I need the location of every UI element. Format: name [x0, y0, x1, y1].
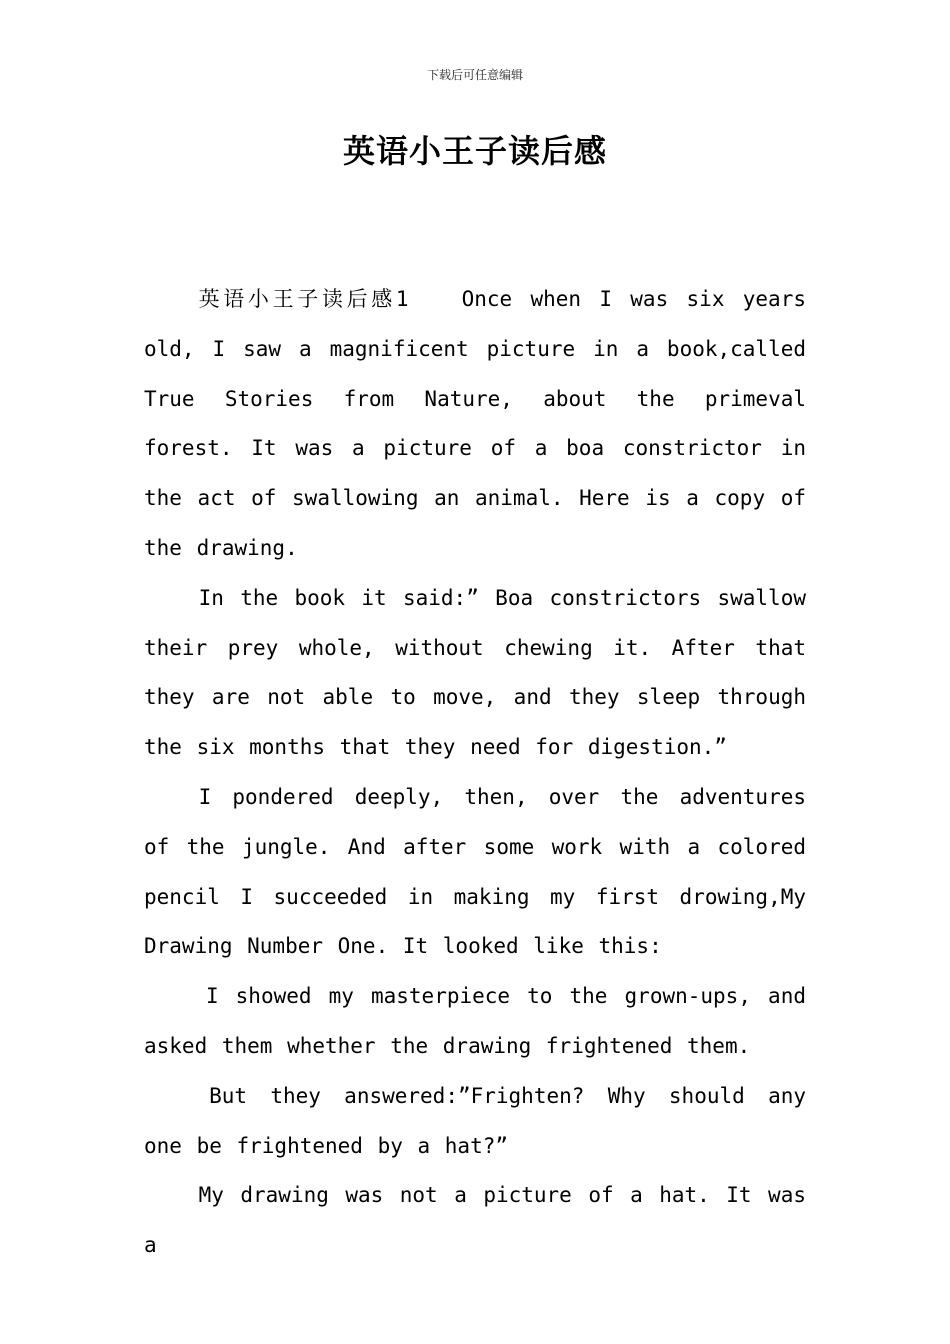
paragraph-1: 英语小王子读后感1 Once when I was six years old, I saw a magnificent picture in a book,called True Stories from Nature, about the primeval forest. It was a picture of a boa constrictor in the act of swallowing an animal. Here is a copy of the drawing.: [144, 287, 806, 560]
page-title: 英语小王子读后感: [342, 132, 607, 170]
paragraph-4: I showed my masterpiece to the grown-ups, and asked them whether the drawing frightened them.: [144, 984, 806, 1058]
paragraph-5: But they answered:”Frighten? Why should any one be frightened by a hat?”: [144, 1083, 806, 1158]
document-body: [144, 275, 806, 1271]
header-note: 下载后可任意编辑: [426, 68, 523, 82]
paragraph-3: I pondered deeply, then, over the adventures of the jungle. And after some work with a colored pencil I succeeded in making my first drowing,My Drawing Number One. It looked like this:: [144, 784, 806, 959]
paragraph-2: In the book it said:” Boa constrictors swallow their prey whole, without chewing it. After that they are not able to move, and they sleep through the six months that they need for digestion.”: [144, 585, 806, 760]
paragraph-6: My drawing was not a picture of a hat. It was a: [144, 1183, 806, 1258]
